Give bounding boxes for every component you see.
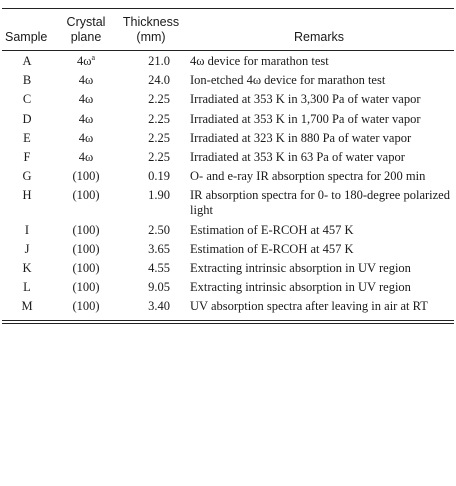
crystal-plane-cell	[54, 222, 118, 241]
sample-cell-text: F	[23, 149, 31, 164]
sample-cell	[2, 279, 54, 298]
thickness-cell-text: 2.50	[148, 222, 170, 237]
header-sample: Sample	[5, 30, 48, 44]
remarks-cell	[184, 241, 454, 260]
sample-cell	[2, 72, 54, 91]
crystal-plane-cell-text: 4ω	[78, 149, 94, 164]
remarks-cell-text: Irradiated at 353 K in 1,700 Pa of water vapor	[190, 111, 421, 126]
crystal-plane-cell	[54, 51, 118, 72]
remarks-cell	[184, 222, 454, 241]
sample-cell-text: G	[22, 169, 32, 184]
remarks-cell-text: Estimation of E-RCOH at 457 K	[190, 222, 354, 237]
crystal-plane-cell-text: 4ω	[78, 73, 94, 88]
crystal-plane-cell-text: (100)	[72, 299, 100, 314]
crystal-plane-cell	[54, 91, 118, 110]
thickness-cell	[118, 187, 184, 221]
crystal-plane-cell-text: 4ω	[78, 92, 94, 107]
sample-cell	[2, 241, 54, 260]
crystal-plane-cell	[54, 187, 118, 221]
thickness-cell	[118, 279, 184, 298]
sample-cell	[2, 149, 54, 168]
remarks-cell-text: Estimation of E-RCOH at 457 K	[190, 241, 354, 256]
crystal-plane-cell	[54, 279, 118, 298]
sample-cell	[2, 91, 54, 110]
sample-cell	[2, 298, 54, 317]
table-row	[2, 260, 454, 279]
remarks-cell-text: Irradiated at 353 K in 63 Pa of water vapor	[190, 149, 405, 164]
table-bottom-rule	[2, 320, 454, 321]
table-row	[2, 279, 454, 298]
thickness-cell	[118, 298, 184, 317]
sample-cell-text: M	[21, 299, 33, 314]
sample-cell	[2, 260, 54, 279]
sample-cell	[2, 111, 54, 130]
remarks-cell	[184, 72, 454, 91]
sample-cell-text: A	[22, 54, 32, 68]
thickness-cell	[118, 130, 184, 149]
table-row	[2, 149, 454, 168]
sample-cell-text: K	[22, 260, 32, 275]
thickness-cell	[118, 241, 184, 260]
thickness-cell-text: 1.90	[148, 188, 170, 203]
crystal-plane-cell-text: (100)	[72, 260, 100, 275]
thickness-cell-text: 3.40	[148, 299, 170, 314]
thickness-cell	[118, 72, 184, 91]
crystal-plane-cell-text: (100)	[72, 280, 100, 295]
table-row	[2, 222, 454, 241]
header-row	[2, 11, 454, 50]
sample-table	[2, 8, 454, 324]
header-crystal-plane: Crystal plane	[66, 15, 106, 44]
thickness-cell-text: 4.55	[148, 260, 170, 275]
remarks-cell	[184, 298, 454, 317]
table-bottom-rule-second	[2, 323, 454, 324]
remarks-cell-text: IR absorption spectra for 0- to 180-degree polarized light	[190, 188, 450, 218]
table-row	[2, 187, 454, 221]
sample-cell-text: C	[22, 92, 32, 107]
remarks-cell	[184, 187, 454, 221]
crystal-plane-cell-text: (100)	[72, 169, 100, 184]
thickness-cell-text: 2.25	[148, 111, 170, 126]
remarks-cell-text: O- and e-ray IR absorption spectra for 200 min	[190, 169, 426, 184]
crystal-plane-cell	[54, 72, 118, 91]
remarks-cell	[184, 51, 454, 72]
remarks-cell	[184, 168, 454, 187]
remarks-cell-text: Extracting intrinsic absorption in UV region	[190, 260, 411, 275]
crystal-plane-cell-text: (100)	[72, 222, 100, 237]
remarks-cell	[184, 149, 454, 168]
remarks-cell	[184, 130, 454, 149]
crystal-plane-cell-text: (100)	[72, 241, 100, 256]
sample-cell	[2, 130, 54, 149]
header-remarks: Remarks	[293, 30, 344, 44]
crystal-plane-cell	[54, 298, 118, 317]
thickness-cell-text: 2.25	[148, 92, 170, 107]
crystal-plane-cell	[54, 241, 118, 260]
table-row	[2, 111, 454, 130]
crystal-plane-cell	[54, 168, 118, 187]
thickness-cell	[118, 260, 184, 279]
remarks-cell-text: Ion-etched 4ω device for marathon test	[190, 73, 386, 88]
thickness-cell-text: 9.05	[148, 280, 170, 295]
remarks-cell-text: Extracting intrinsic absorption in UV region	[190, 280, 411, 295]
sample-cell-text: I	[24, 222, 30, 237]
table-row	[2, 91, 454, 110]
table-row	[2, 51, 454, 72]
sample-cell-text: J	[24, 241, 30, 256]
sample-cell-text: D	[22, 111, 32, 126]
thickness-cell	[118, 51, 184, 72]
sample-cell	[2, 222, 54, 241]
crystal-plane-cell-text: 4ω	[78, 111, 94, 126]
remarks-cell-text: Irradiated at 323 K in 880 Pa of water vapor	[190, 130, 412, 145]
crystal-plane-cell-text: 4ω	[78, 130, 94, 145]
sample-cell	[2, 168, 54, 187]
crystal-plane-cell	[54, 149, 118, 168]
table-top-rule	[2, 8, 454, 9]
remarks-cell	[184, 111, 454, 130]
thickness-cell	[118, 111, 184, 130]
table-row	[2, 241, 454, 260]
sample-cell-text: H	[22, 188, 32, 203]
thickness-cell-text: 2.25	[148, 130, 170, 145]
thickness-cell-text: 3.65	[148, 241, 170, 256]
table-row	[2, 168, 454, 187]
thickness-cell	[118, 168, 184, 187]
thickness-cell	[118, 222, 184, 241]
remarks-cell	[184, 260, 454, 279]
sample-cell-text: E	[23, 130, 31, 145]
table-row	[2, 298, 454, 317]
remarks-cell-text: Irradiated at 353 K in 3,300 Pa of water vapor	[190, 92, 421, 107]
thickness-cell-text: 24.0	[148, 73, 170, 88]
thickness-cell-text: 0.19	[148, 169, 170, 184]
table-row	[2, 130, 454, 149]
thickness-cell-text: 21.0	[148, 54, 170, 68]
thickness-cell-text: 2.25	[148, 149, 170, 164]
crystal-plane-cell	[54, 130, 118, 149]
remarks-cell-text: UV absorption spectra after leaving in air at RT	[190, 299, 428, 314]
crystal-plane-cell-text: (100)	[72, 188, 100, 203]
sample-cell	[2, 51, 54, 72]
thickness-cell	[118, 149, 184, 168]
crystal-plane-cell	[54, 260, 118, 279]
sample-cell	[2, 187, 54, 221]
remarks-cell	[184, 91, 454, 110]
data-table	[2, 11, 454, 317]
remarks-cell	[184, 279, 454, 298]
remarks-cell-text: 4ω device for marathon test	[190, 54, 329, 68]
header-thickness: Thickness (mm)	[122, 15, 180, 44]
sample-cell-text: B	[22, 73, 32, 88]
crystal-plane-cell	[54, 111, 118, 130]
footnote-marker: a	[91, 52, 96, 62]
crystal-plane-cell-text: 4ω	[76, 54, 92, 68]
table-row	[2, 72, 454, 91]
thickness-cell	[118, 91, 184, 110]
table-body	[2, 51, 454, 317]
sample-cell-text: L	[23, 280, 31, 295]
